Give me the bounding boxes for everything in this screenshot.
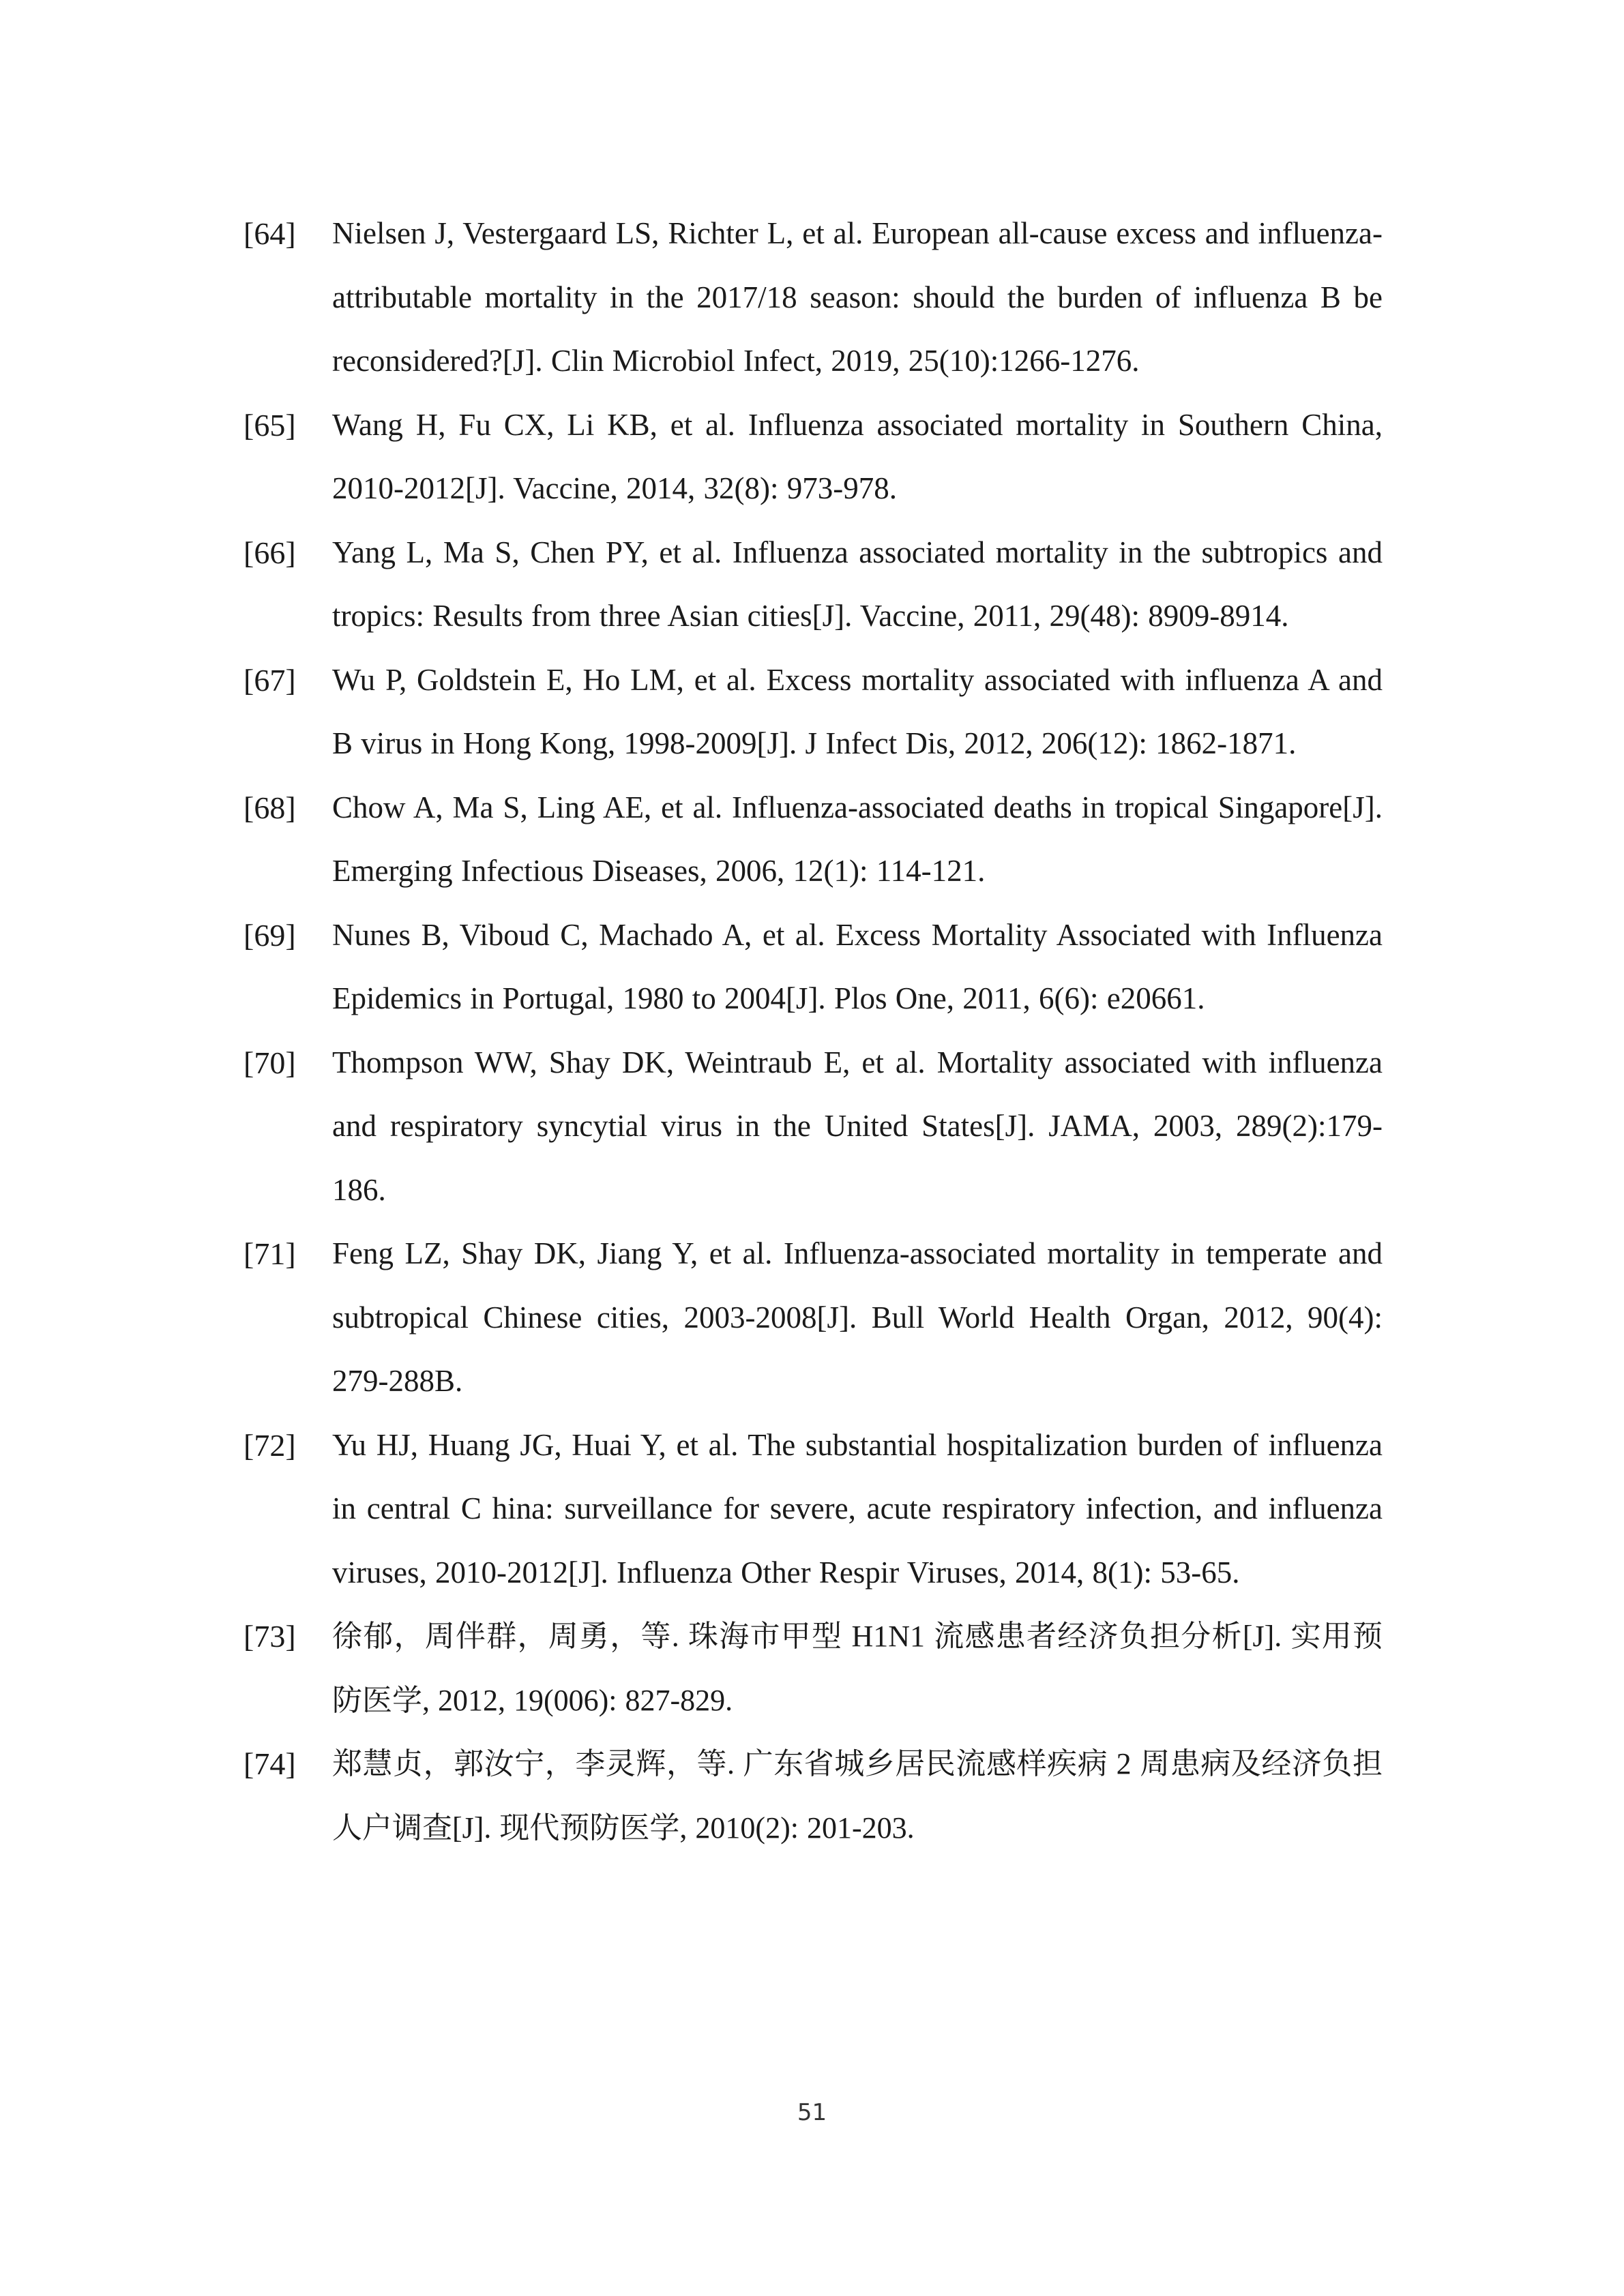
reference-item (243, 648, 1383, 776)
reference-item (243, 202, 1383, 393)
reference-text: 徐郁，周伴群，周勇，等. 珠海市甲型 H1N1 流感患者经济负担分析[J]. 实用预防医学, 2012, 19(006): 827-829. (332, 1620, 1383, 1717)
reference-number: [73] (243, 1619, 296, 1654)
reference-number: [71] (243, 1236, 296, 1271)
reference-item (243, 1605, 1383, 1732)
reference-number: [68] (243, 790, 296, 825)
reference-number: [69] (243, 917, 296, 953)
reference-number: [65] (243, 407, 296, 443)
reference-number: [64] (243, 216, 296, 251)
reference-text: Yu HJ, Huang JG, Huai Y, et al. The substantial hospitalization burden of influenza in central C hina: surveillance for severe, acute respiratory infection, and influenza viruses, 2010-2012[J]. Influenza Other Respir Viruses, 2014, 8(1): 53-65. (332, 1427, 1383, 1590)
page-number: 51 (797, 2099, 827, 2126)
reference-text: Nunes B, Viboud C, Machado A, et al. Excess Mortality Associated with Influenza Epidemics in Portugal, 1980 to 2004[J]. Plos One, 2011, 6(6): e20661. (332, 917, 1383, 1015)
reference-item (243, 1414, 1383, 1605)
reference-text: Wu P, Goldstein E, Ho LM, et al. Excess mortality associated with influenza A and B virus in Hong Kong, 1998-2009[J]. J Infect Dis, 2012, 206(12): 1862-1871. (332, 662, 1383, 760)
reference-number: [66] (243, 535, 296, 570)
reference-text: Chow A, Ma S, Ling AE, et al. Influenza-associated deaths in tropical Singapore[J]. Emerging Infectious Diseases, 2006, 12(1): 114-121. (332, 790, 1383, 888)
reference-text: 郑慧贞，郭汝宁，李灵辉，等. 广东省城乡居民流感样疾病 2 周患病及经济负担人户调查[J]. 现代预防医学, 2010(2): 201-203. (332, 1747, 1383, 1845)
reference-text: Feng LZ, Shay DK, Jiang Y, et al. Influenza-associated mortality in temperate and subtropical Chinese cities, 2003-2008[J]. Bull World Health Organ, 2012, 90(4): 279-288B. (332, 1236, 1383, 1398)
reference-text: Yang L, Ma S, Chen PY, et al. Influenza associated mortality in the subtropics and tropics: Results from three Asian cities[J]. Vaccine, 2011, 29(48): 8909-8914. (332, 535, 1383, 633)
reference-item (243, 776, 1383, 904)
reference-list (243, 202, 1383, 1860)
reference-item (243, 521, 1383, 648)
reference-item (243, 393, 1383, 521)
reference-item (243, 1031, 1383, 1223)
reference-number: [67] (243, 662, 296, 698)
reference-item (243, 904, 1383, 1031)
reference-text: Nielsen J, Vestergaard LS, Richter L, et al. European all-cause excess and influenza-attributable mortality in the 2017/18 season: should the burden of influenza B be reconsidered?[J]. Clin Microbiol Infect, 2019, 25(10):1266-1276. (332, 216, 1383, 378)
reference-item (243, 1732, 1383, 1860)
reference-text: Wang H, Fu CX, Li KB, et al. Influenza associated mortality in Southern China, 2010-2012[J]. Vaccine, 2014, 32(8): 973-978. (332, 407, 1383, 505)
reference-number: [70] (243, 1045, 296, 1080)
reference-number: [74] (243, 1746, 296, 1781)
reference-item (243, 1222, 1383, 1414)
reference-text: Thompson WW, Shay DK, Weintraub E, et al. Mortality associated with influenza and respiratory syncytial virus in the United States[J]. JAMA, 2003, 289(2):179-186. (332, 1045, 1383, 1207)
reference-number: [72] (243, 1427, 296, 1463)
